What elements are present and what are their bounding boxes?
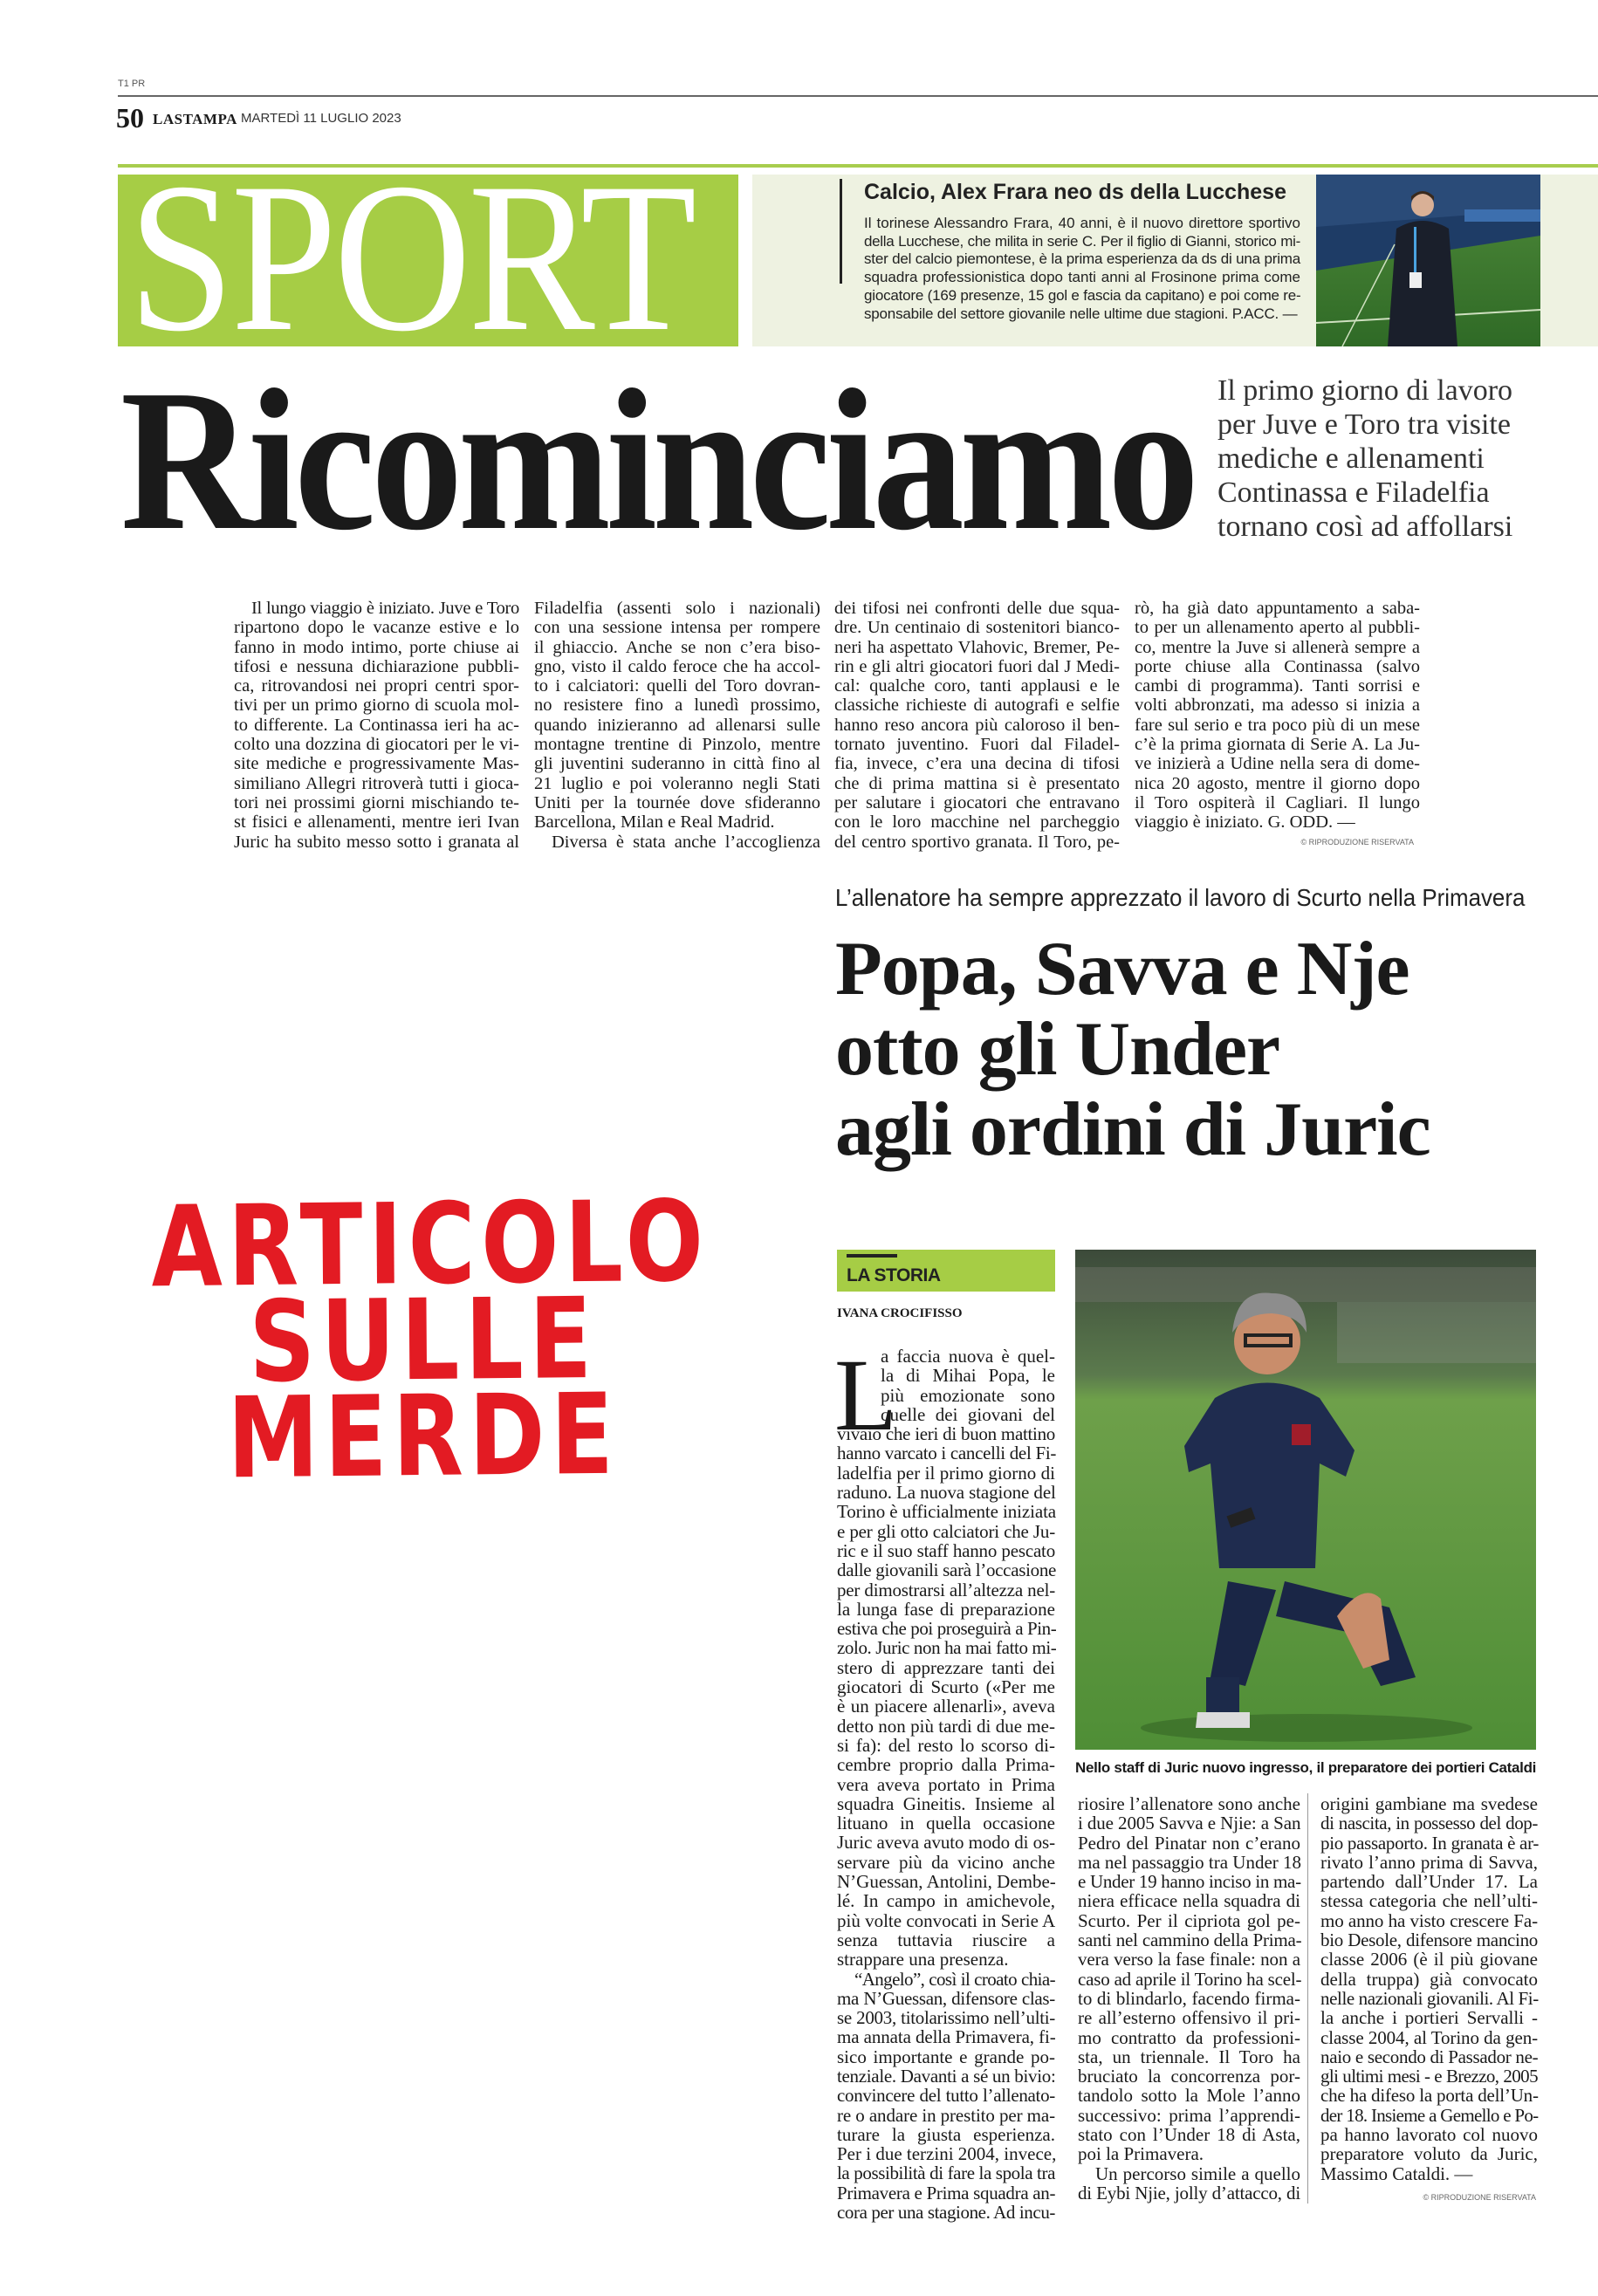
headline-line: Popa, Savva e Nje <box>835 927 1409 1011</box>
text-line: sta, un triennale. Il Toro ha <box>1078 2046 1300 2067</box>
text-line: lituano in quella occasione <box>837 1813 1055 1834</box>
text-line: e Under 19 hanno inciso in ma- <box>1078 1871 1301 1893</box>
text-line: ripartono dopo le vacanze estive e lo <box>234 618 519 638</box>
text-line: la di Mihai Popa, le <box>881 1365 1055 1387</box>
text-line: tandolo sotto la Mole l’anno <box>1078 2085 1300 2107</box>
frara-photo <box>1316 175 1540 346</box>
text-line: quelle dei giovani del <box>881 1403 1055 1425</box>
text-line: to i calciatori: quelli del Toro dovran- <box>534 676 820 696</box>
text-line: colto una dozzina di giocatori per le vi- <box>234 735 519 755</box>
text-line: naio e secondo di Passador ne- <box>1320 2046 1539 2067</box>
text-line: neri ha aspettato Vlahovic, Bremer, Pe- <box>834 637 1120 657</box>
text-line: a faccia nuova è quel- <box>881 1346 1055 1367</box>
text-line: la anche i portieri Servalli - <box>1320 2007 1538 2029</box>
text-line: tivi per un primo giorno di scuola mol- <box>234 696 519 716</box>
text-line: ric e il suo staff hanno pescato <box>837 1539 1055 1561</box>
text-line: successivo: prima l’apprendi- <box>1078 2104 1300 2126</box>
main-article-column-3 <box>834 599 1120 852</box>
header-rule <box>118 95 1598 97</box>
text-line: viaggio è iniziato. G. ODD. — <box>1135 812 1355 833</box>
stamp-line: ARTICOLO <box>150 1176 710 1313</box>
text-line: mo anno ha visto crescere Fa- <box>1320 1909 1538 1931</box>
text-line: detto non più tardi di due me- <box>837 1715 1055 1737</box>
text-line: rivato l’anno prima di Savva, <box>1320 1851 1538 1873</box>
text-line: squadra professionistica dopo tanti anni al Frosinone prima come <box>864 269 1300 286</box>
text-line: della truppa) già convocato <box>1320 1968 1538 1990</box>
text-line: con le loro macchine nel parcheggio <box>834 812 1120 833</box>
text-line: 21 luglio e poi voleranno negli Stati <box>534 773 820 793</box>
text-line: bio Desole, difensore mancino <box>1320 1929 1538 1951</box>
story-column-1 <box>837 1347 1055 2222</box>
column-divider <box>1307 1793 1308 2203</box>
text-line: giocatore (169 presenze, 15 gol e fascia da capitano) e poi come re- <box>864 286 1301 304</box>
text-line: cambi di programma). Tanti sorrisi e <box>1135 676 1420 696</box>
text-line: ma N’Guessan, difensore clas- <box>837 1987 1055 2009</box>
text-line: quando inizieranno ad allenarsi sulle <box>534 715 820 735</box>
text-line: preparatore voluto da Juric, <box>1320 2143 1538 2165</box>
headline-line: agli ordini di Juric <box>835 1087 1430 1172</box>
copyright-notice: © RIPRODUZIONE RISERVATA <box>1423 2193 1536 2202</box>
text-line: pio passaporto. In granata è ar- <box>1320 1832 1540 1854</box>
text-line: Primavera e Prima squadra an- <box>837 2182 1056 2203</box>
text-line: zolo. Juric non ha mai fatto mi- <box>837 1637 1057 1659</box>
red-stamp-overlay <box>92 1176 755 1504</box>
text-line: Filadelfia (assenti solo i nazionali) <box>534 599 820 618</box>
text-line: gli juventini suderanno in città fino al <box>534 754 820 774</box>
text-line: sico importante e grande po- <box>837 2046 1055 2067</box>
text-line: fia, invece, c’era una decina di tifosi <box>834 754 1120 774</box>
text-line: ve inizierà a Udine nella sera di dome- <box>1135 754 1420 774</box>
newspaper-logo: LASTAMPA <box>153 111 237 127</box>
text-line: il Toro ospiterà il Cagliari. Il lungo <box>1135 792 1420 812</box>
juric-photo <box>1075 1250 1536 1750</box>
text-line: riosire l’allenatore sono anche <box>1078 1793 1300 1814</box>
text-line: Barcellona, Milan e Real Madrid. <box>534 812 775 833</box>
text-line: st fisici e allenamenti, mentre ieri Ivan <box>234 812 519 833</box>
deck-line: mediche e allenamenti <box>1217 442 1485 475</box>
text-line: N’Guessan, Antolini, Dembe- <box>837 1871 1056 1893</box>
text-line: sponsabile del settore giovanile nelle ultime due stagioni. P.ACC. — <box>864 305 1298 322</box>
stamp-line: MERDE <box>227 1369 620 1504</box>
text-line: to di blindarlo, facendo firma- <box>1078 1987 1300 2009</box>
text-line: per salutare i giocatori che entravano <box>834 792 1120 812</box>
text-line: Massimo Cataldi. — <box>1320 2162 1473 2184</box>
sidebar-accent-bar <box>840 179 842 284</box>
text-line: senza tuttavia riuscire a <box>837 1929 1055 1950</box>
text-line: della Lucchese, che milita in serie C. Per il figlio di Gianni, storico mi- <box>864 232 1300 250</box>
text-line: Juric ha subito messo sotto i granata al <box>234 832 519 852</box>
text-line: Diversa è stata anche l’accoglienza <box>552 832 820 852</box>
text-line: co, mentre la Juve si allenerà sempre a <box>1135 637 1420 657</box>
text-line: tornato juventino. Fuori dal Filadel- <box>834 735 1120 755</box>
text-line: site mediche e progressivamente Mas- <box>234 754 519 774</box>
story-column-2 <box>1078 1794 1300 2203</box>
text-line: porte chiuse alla Continassa (salvo <box>1135 656 1420 676</box>
text-line: stero di apprezzare tanti dei <box>837 1656 1055 1678</box>
text-line: servare più da vicino anche <box>837 1851 1055 1873</box>
story-column-3 <box>1320 1794 1538 2183</box>
text-line: classiche richieste di autografi e selfie <box>834 696 1120 716</box>
text-line: tenziale. Davanti a sé un bivio: <box>837 2065 1056 2087</box>
text-line: si fa): del resto lo scorso di- <box>837 1734 1055 1756</box>
issue-date: MARTEDÌ 11 LUGLIO 2023 <box>241 111 401 126</box>
text-line: squadra Gineitis. Insieme al <box>837 1792 1055 1814</box>
text-line: più emozionate sono <box>881 1384 1055 1406</box>
main-headline: Ricominciamo <box>120 348 1195 572</box>
drop-cap: L <box>834 1338 898 1452</box>
text-line: strappare una presenza. <box>837 1949 1009 1970</box>
text-line: gno, visto il caldo feroce che ha accol- <box>534 656 820 676</box>
sidebar-title: Calcio, Alex Frara neo ds della Lucchese <box>864 180 1286 204</box>
text-line: tifosi e nessuna dichiarazione pubbli- <box>234 656 519 676</box>
text-line: dre. Un centinaio di sostenitori bianco- <box>834 618 1120 638</box>
text-line: re o andare in prestito per ma- <box>837 2104 1055 2126</box>
deck-line: Il primo giorno di lavoro <box>1217 374 1513 407</box>
text-line: Il lungo viaggio è iniziato. Juve e Toro <box>251 599 519 618</box>
main-article-column-1 <box>234 599 519 852</box>
section-title: SPORT <box>128 175 694 346</box>
text-line: classe 2004, al Torino da gen- <box>1320 2026 1538 2048</box>
text-line: vivaio che ieri di buon mattino <box>837 1423 1055 1445</box>
author-byline: IVANA CROCIFISSO <box>837 1306 963 1320</box>
text-line: stato con l’Under 18 di Asta, <box>1078 2124 1300 2146</box>
text-line: cal: qualche coro, tanti applausi e le <box>834 676 1120 696</box>
text-line: volti abbronzati, ma adesso si inizia a <box>1135 696 1420 716</box>
text-line: santi nel cammino della Prima- <box>1078 1929 1302 1951</box>
text-line: dalle giovanili sarà l’occasione <box>837 1559 1057 1581</box>
text-line: di nascita, in possesso del dop- <box>1320 1813 1538 1834</box>
photo-caption: Nello staff di Juric nuovo ingresso, il preparatore dei portieri Cataldi <box>1075 1759 1537 1776</box>
text-line: caso ad aprile il Torino ha scel- <box>1078 1968 1302 1990</box>
text-line: stessa categoria che nell’ulti- <box>1320 1890 1538 1912</box>
text-line: e per gli otto calciatori che Ju- <box>837 1520 1055 1542</box>
text-line: ladelfia per il primo giorno di <box>837 1462 1055 1484</box>
text-line: rò, ha già dato appuntamento a saba- <box>1135 599 1420 618</box>
page-number: 50 <box>116 102 144 134</box>
text-line: hanno varcato i cancelli del Fi- <box>837 1443 1057 1464</box>
text-line: rin e gli altri giocatori fuori dal J Medi- <box>834 656 1120 676</box>
text-line: che di prima mattina si è presentato <box>834 773 1120 793</box>
text-line: convincere del tutto l’allenato- <box>837 2085 1055 2107</box>
text-line: è un piacere allenarli», aveva <box>837 1696 1055 1717</box>
text-line: vera aveva portato in Prima <box>837 1773 1055 1795</box>
text-line: che ha difeso la porta dell’Un- <box>1320 2085 1539 2107</box>
text-line: Juric aveva avuto modo di os- <box>837 1832 1055 1854</box>
text-line: Uniti per la tournée dove sfideranno <box>534 792 820 812</box>
main-article-column-4 <box>1135 599 1420 833</box>
text-line: se 2003, titolarissimo nell’ulti- <box>837 2007 1055 2029</box>
section-rule <box>118 164 1598 168</box>
text-line: la lunga fase di preparazione <box>837 1598 1055 1620</box>
text-line: der 18. Insieme a Gemello e Po- <box>1320 2104 1539 2126</box>
main-deck <box>1217 374 1512 544</box>
text-line: la possibilità di fare la spola tra <box>837 2162 1055 2184</box>
text-line: bruciato la concorrenza por- <box>1078 2066 1300 2087</box>
text-line: ca, ritrovandosi nei propri centri spor- <box>234 676 519 696</box>
text-line: del centro sportivo granata. Il Toro, pe- <box>834 832 1120 852</box>
deck-line: per Juve e Toro tra visite <box>1217 408 1511 441</box>
deck-line: Continassa e Filadelfia <box>1217 476 1490 509</box>
text-line: classe 2006 (è il più giovane <box>1320 1949 1538 1970</box>
label-bar <box>847 1254 897 1258</box>
text-line: “Angelo”, così il croato chia- <box>854 1968 1055 1990</box>
text-line: Per i due terzini 2004, invece, <box>837 2143 1057 2165</box>
text-line: cora per una stagione. Ad incu- <box>837 2202 1056 2224</box>
text-line: ma annata della Primavera, fi- <box>837 2026 1056 2048</box>
text-line: Il torinese Alessandro Frara, 40 anni, è il nuovo direttore sportivo <box>864 215 1300 231</box>
text-line: nica 20 agosto, mentre il giorno dopo <box>1135 773 1420 793</box>
text-line: lé. In campo in amichevole, <box>837 1890 1055 1912</box>
deck-line: tornano così ad affollarsi <box>1217 511 1513 543</box>
text-line: Scurto. Per il cipriota gol pe- <box>1078 1909 1300 1931</box>
text-line: dei tifosi nei confronti delle due squa- <box>834 599 1120 618</box>
article-label: LA STORIA <box>847 1265 941 1285</box>
text-line: poi la Primavera. <box>1078 2143 1204 2165</box>
text-line: Un percorso simile a quello <box>1095 2162 1300 2184</box>
text-line: montagne trentine di Pinzolo, mentre <box>534 735 820 755</box>
article-kicker: L’allenatore ha sempre apprezzato il lavoro di Scurto nella Primavera <box>835 884 1526 911</box>
text-line: vera verso la fase finale: non a <box>1078 1949 1300 1970</box>
text-line: cembre proprio dalla Prima- <box>837 1754 1055 1776</box>
text-line: mo contratto da professioni- <box>1078 2026 1300 2048</box>
text-line: turare la giusta esperienza. <box>837 2123 1055 2145</box>
page-slug: T1 PR <box>118 79 146 89</box>
text-line: Torino è ufficialmente iniziata <box>837 1501 1057 1523</box>
text-line: origini gambiane ma svedese <box>1320 1793 1538 1814</box>
text-line: giocatori di Scurto («Per me <box>837 1676 1055 1698</box>
text-line: partendo dall’Under 17. La <box>1320 1871 1538 1893</box>
text-line: Pedro del Pinatar non c’erano <box>1078 1832 1300 1854</box>
text-line: i due 2005 Savva e Njie: a San <box>1078 1813 1301 1834</box>
article-headline <box>835 929 1430 1170</box>
text-line: di Eybi Njie, jolly d’attacco, di <box>1078 2182 1300 2203</box>
text-line: fanno in modo intimo, porte chiuse ai <box>234 637 519 657</box>
main-article-column-2 <box>534 599 820 852</box>
text-line: re all’esterno offensivo il pri- <box>1078 2007 1300 2029</box>
text-line: fare sul serio e tra poco più di un mese <box>1135 715 1420 735</box>
text-line: no resistere fino a lunedì prossimo, <box>534 696 820 716</box>
text-line: to per un allenamento aperto al pubbli- <box>1135 618 1420 638</box>
text-line: raduno. La nuova stagione del <box>837 1482 1056 1504</box>
section-banner <box>118 175 738 346</box>
text-line: to differente. La Continassa ieri ha ac- <box>234 715 519 735</box>
stamp-line: SULLE <box>248 1273 599 1408</box>
text-line: nelle nazionali giovanili. Al Fi- <box>1320 1987 1539 2009</box>
text-line: niera efficace nella squadra di <box>1078 1890 1300 1912</box>
text-line: tori nei prossimi giorni mischiando te- <box>234 792 519 812</box>
headline-line: otto gli Under <box>835 1007 1280 1092</box>
text-line: pa hanno lavorato col nuovo <box>1320 2124 1538 2146</box>
text-line: il ghiaccio. Anche se non c’era biso- <box>534 637 820 657</box>
text-line: con una sessione intensa per rompere <box>534 618 820 638</box>
text-line: similiano Allegri ritroverà tutti i gioca- <box>234 773 519 793</box>
text-line: ster del calcio piemontese, è la prima esperienza da ds di una prima <box>864 250 1300 268</box>
text-line: c’è la prima giornata di Serie A. La Ju- <box>1135 735 1420 755</box>
text-line: per dimostrarsi all’altezza nel- <box>837 1579 1055 1600</box>
copyright-notice: © RIPRODUZIONE RISERVATA <box>1300 838 1414 846</box>
text-line: più volte convocati in Serie A <box>837 1909 1056 1931</box>
text-line: gli ultimi mesi - e Brezzo, 2005 <box>1320 2066 1538 2087</box>
text-line: ma nel passaggio tra Under 18 <box>1078 1851 1302 1873</box>
sidebar-body <box>864 215 1300 323</box>
text-line: hanno reso ancora più caloroso il ben- <box>834 715 1120 735</box>
text-line: estiva che poi proseguirà a Pin- <box>837 1618 1057 1640</box>
